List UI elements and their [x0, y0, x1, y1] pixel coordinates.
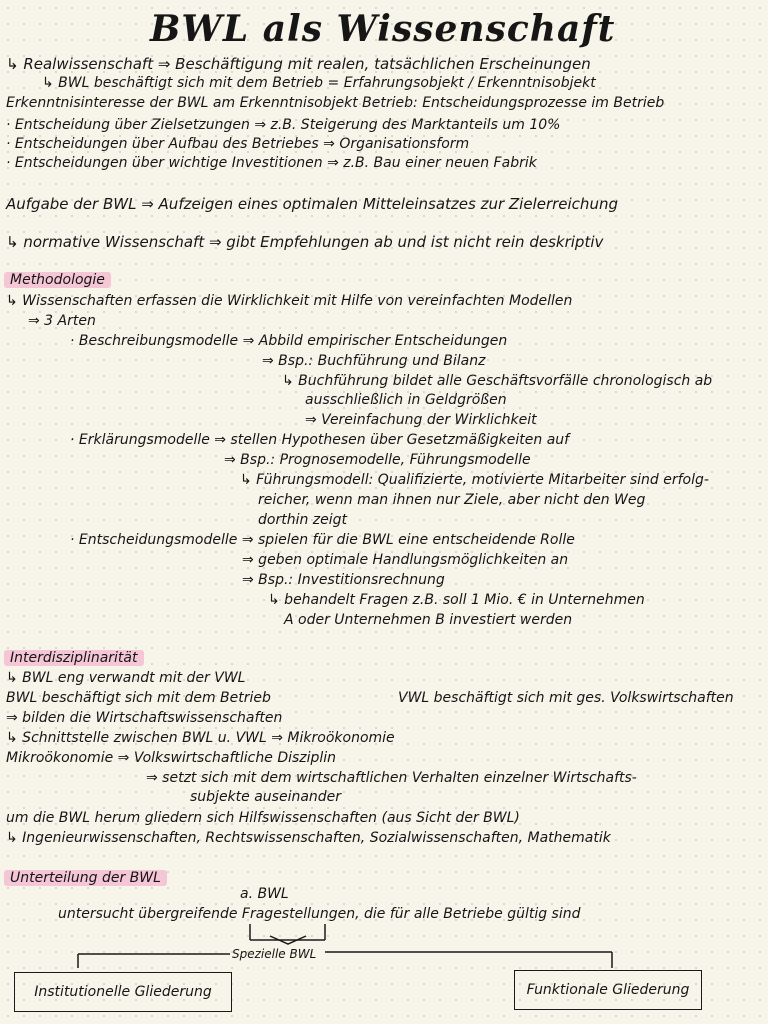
allgemeine-bwl-label: a. BWL [240, 886, 289, 902]
spezielle-bwl-label: Spezielle BWL [232, 947, 317, 961]
intro-line-6: · Entscheidungen über wichtige Investitionen ⇒ z.B. Bau einer neuen Fabrik [6, 155, 537, 171]
methodologie-line: · Beschreibungsmodelle ⇒ Abbild empirischer Entscheidungen [70, 333, 508, 349]
methodologie-line: reicher, wenn man ihnen nur Ziele, aber nicht den Weg [258, 492, 646, 508]
methodologie-line: ausschließlich in Geldgrößen [305, 392, 507, 408]
interdisziplinaritaet-line: ↳ Ingenieurwissenschaften, Rechtswissenschaften, Sozialwissenschaften, Mathematik [6, 830, 611, 846]
box-funktionale-gliederung: Funktionale Gliederung [514, 970, 702, 1010]
methodologie-line: ⇒ geben optimale Handlungsmöglichkeiten an [242, 552, 569, 568]
interdisziplinaritaet-line: BWL beschäftigt sich mit dem Betrieb [6, 690, 271, 706]
box-institutionelle-gliederung: Institutionelle Gliederung [14, 972, 232, 1012]
interdisziplinaritaet-line: um die BWL herum gliedern sich Hilfswissenschaften (aus Sicht der BWL) [6, 810, 520, 826]
page-title: BWL als Wissenschaft [150, 8, 616, 50]
interdisziplinaritaet-line: ↳ BWL eng verwandt mit der VWL [6, 670, 246, 686]
intro-line-3: Erkenntnisinteresse der BWL am Erkenntnisobjekt Betrieb: Entscheidungsprozesse im Betrieb [6, 95, 665, 111]
section-heading-unterteilung: Unterteilung der BWL [4, 870, 167, 887]
methodologie-line: ⇒ 3 Arten [28, 313, 96, 329]
allgemeine-bwl-description: untersucht übergreifende Fragestellungen, die für alle Betriebe gültig sind [58, 906, 581, 922]
methodologie-line: ⇒ Bsp.: Buchführung und Bilanz [262, 353, 486, 369]
section-heading-methodologie: Methodologie [4, 272, 111, 289]
methodologie-line: ↳ Buchführung bildet alle Geschäftsvorfälle chronologisch ab [282, 373, 713, 389]
methodologie-line: ↳ Wissenschaften erfassen die Wirklichkeit mit Hilfe von vereinfachten Modellen [6, 293, 573, 309]
methodologie-line: ⇒ Bsp.: Prognosemodelle, Führungsmodelle [224, 452, 531, 468]
interdisziplinaritaet-line: subjekte auseinander [190, 789, 342, 805]
methodologie-line: dorthin zeigt [258, 512, 348, 528]
interdisziplinaritaet-line: ⇒ bilden die Wirtschaftswissenschaften [6, 710, 283, 726]
intro-line-1: ↳ Realwissenschaft ⇒ Beschäftigung mit realen, tatsächlichen Erscheinungen [6, 55, 591, 73]
aufgabe-line: Aufgabe der BWL ⇒ Aufzeigen eines optimalen Mitteleinsatzes zur Zielerreichung [6, 195, 618, 213]
intro-line-2: ↳ BWL beschäftigt sich mit dem Betrieb = Erfahrungsobjekt / Erkenntnisobjekt [42, 75, 596, 91]
methodologie-line: A oder Unternehmen B investiert werden [284, 612, 573, 628]
intro-line-5: · Entscheidungen über Aufbau des Betriebes ⇒ Organisationsform [6, 136, 470, 152]
methodologie-line: ↳ Führungsmodell: Qualifizierte, motivierte Mitarbeiter sind erfolg- [240, 472, 709, 488]
methodologie-line: · Entscheidungsmodelle ⇒ spielen für die BWL eine entscheidende Rolle [70, 532, 575, 548]
interdisziplinaritaet-line: Mikroökonomie ⇒ Volkswirtschaftliche Disziplin [6, 750, 337, 766]
interdisziplinaritaet-line: ↳ Schnittstelle zwischen BWL u. VWL ⇒ Mikroökonomie [6, 730, 395, 746]
intro-line-4: · Entscheidung über Zielsetzungen ⇒ z.B. Steigerung des Marktanteils um 10% [6, 117, 561, 133]
section-heading-interdisziplinaritaet: Interdisziplinarität [4, 650, 144, 667]
methodologie-line: ⇒ Bsp.: Investitionsrechnung [242, 572, 445, 588]
normativ-line: ↳ normative Wissenschaft ⇒ gibt Empfehlungen ab und ist nicht rein deskriptiv [6, 233, 604, 251]
interdisziplinaritaet-line: VWL beschäftigt sich mit ges. Volkswirtschaften [398, 690, 734, 706]
interdisziplinaritaet-line: ⇒ setzt sich mit dem wirtschaftlichen Verhalten einzelner Wirtschafts- [146, 770, 637, 786]
methodologie-line: ↳ behandelt Fragen z.B. soll 1 Mio. € in Unternehmen [268, 592, 645, 608]
methodologie-line: ⇒ Vereinfachung der Wirklichkeit [305, 412, 537, 428]
methodologie-line: · Erklärungsmodelle ⇒ stellen Hypothesen über Gesetzmäßigkeiten auf [70, 432, 570, 448]
